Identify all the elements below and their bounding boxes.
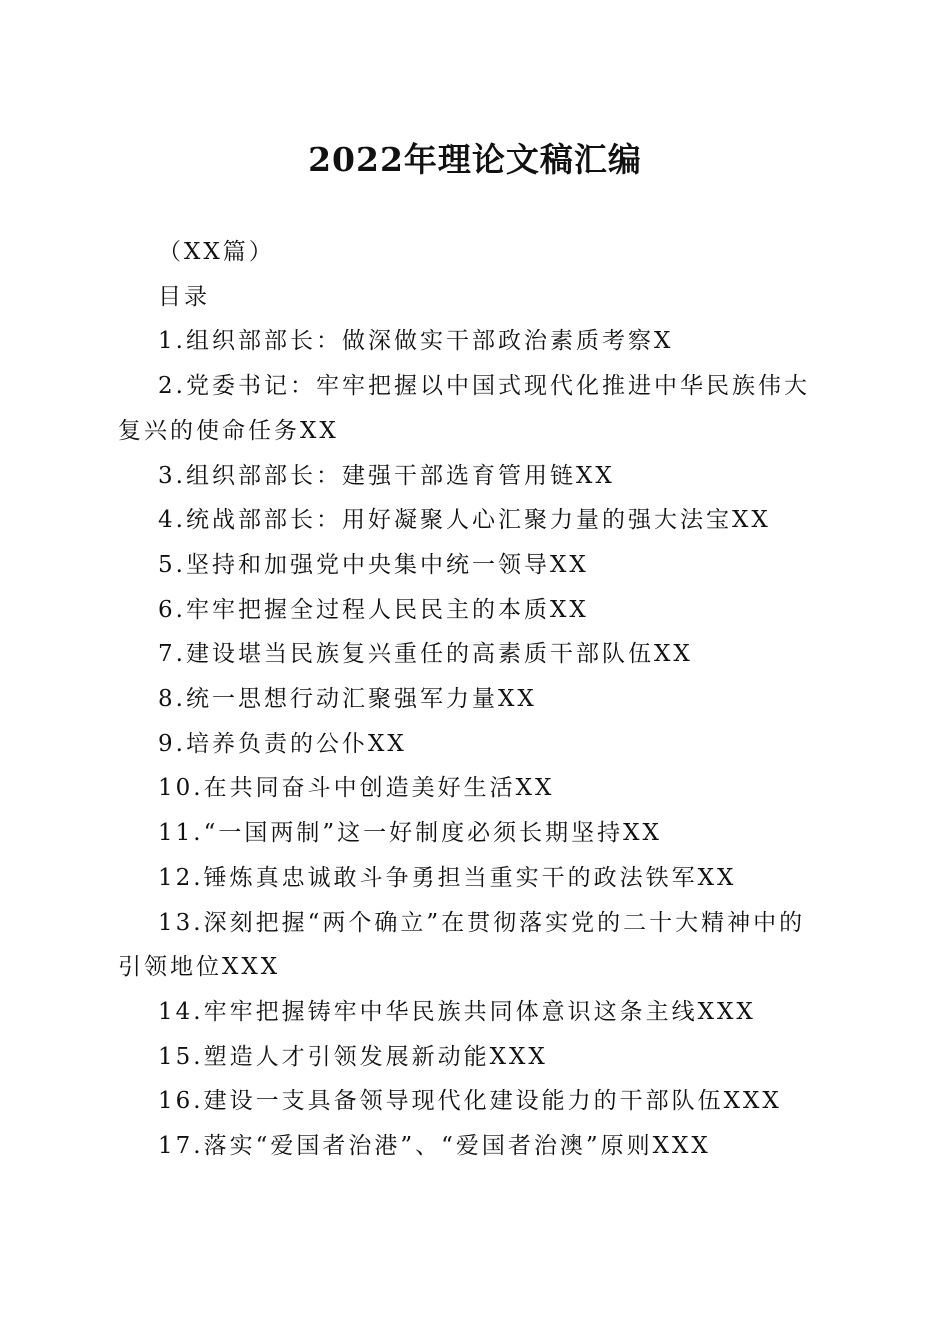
toc-item: 8.统一思想行动汇聚强军力量XX	[158, 686, 537, 713]
toc-item: 10.在共同奋斗中创造美好生活XX	[158, 775, 555, 802]
toc-item: 1.组织部部长：做深做实干部政治素质考察X	[158, 328, 674, 355]
document-body	[118, 230, 828, 1169]
toc-item: 7.建设堪当民族复兴重任的高素质干部队伍XX	[158, 641, 693, 668]
toc-heading: 目录	[158, 283, 210, 310]
toc-item: 15.塑造人才引领发展新动能XXX	[158, 1043, 548, 1070]
toc-item: 12.锤炼真忠诚敢斗争勇担当重实干的政法铁军XX	[158, 864, 737, 891]
toc-item: 16.建设一支具备领导现代化建设能力的干部队伍XXX	[158, 1088, 782, 1115]
toc-item: 13.深刻把握“两个确立”在贯彻落实党的二十大精神中的引领地位XXX	[118, 909, 806, 981]
toc-item: 2.党委书记：牢牢把握以中国式现代化推进中华民族伟大复兴的使命任务XX	[118, 373, 810, 444]
count-note: （XX篇）	[158, 239, 275, 265]
toc-item: 4.统战部部长：用好凝聚人心汇聚力量的强大法宝XX	[158, 507, 771, 534]
document-title: 2022年理论文稿汇编	[308, 140, 642, 179]
toc-item: 17.落实“爱国者治港”、“爱国者治澳”原则XXX	[158, 1133, 711, 1160]
toc-item: 6.牢牢把握全过程人民民主的本质XX	[158, 596, 589, 623]
toc-item: 11.“一国两制”这一好制度必须长期坚持XX	[158, 820, 662, 847]
toc-item: 9.培养负责的公仆XX	[158, 730, 407, 757]
toc-item: 5.坚持和加强党中央集中统一领导XX	[158, 551, 589, 578]
toc-item: 3.组织部部长：建强干部选育管用链XX	[158, 462, 615, 489]
toc-item: 14.牢牢把握铸牢中华民族共同体意识这条主线XXX	[158, 998, 756, 1025]
